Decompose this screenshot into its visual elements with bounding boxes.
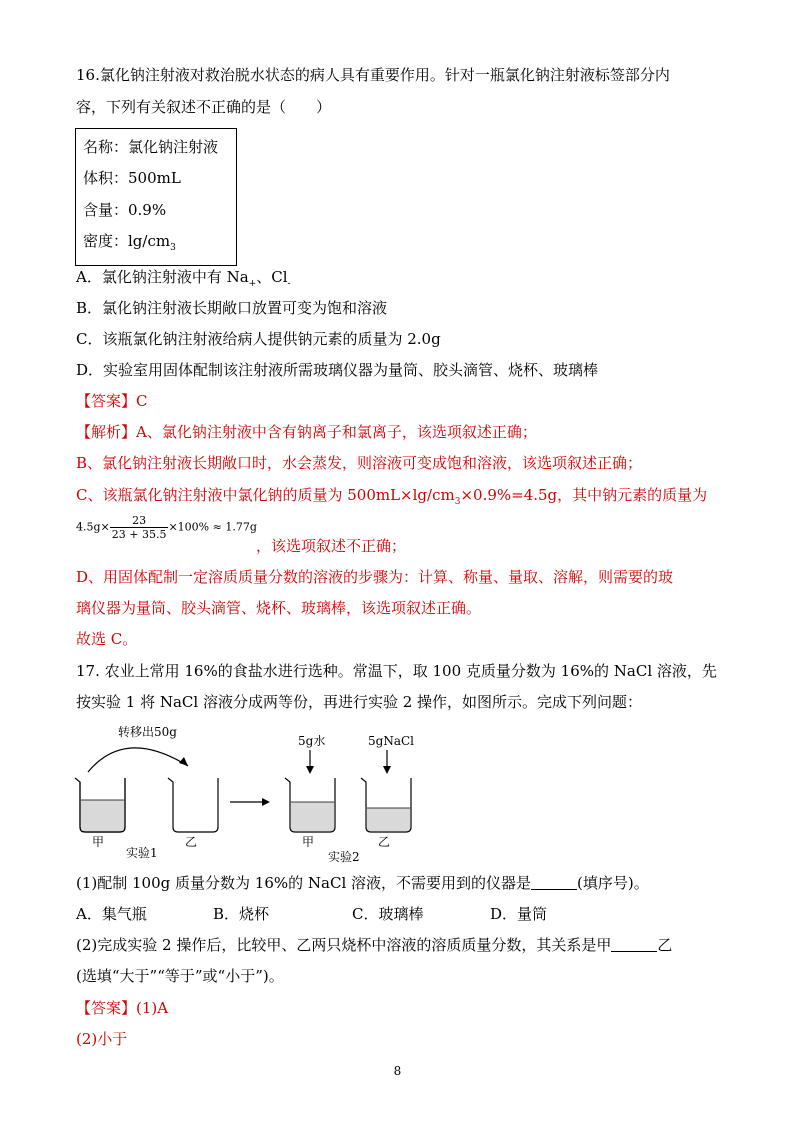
water-label: 5g水 — [298, 734, 326, 748]
q16-option-b: B．氯化钠注射液长期敞口放置可变为饱和溶液 — [76, 299, 388, 317]
water-arrow-icon — [306, 766, 314, 774]
q16-explanation-a: 【解析】A、氯化钠注射液中含有钠离子和氯离子，该选项叙述正确； — [76, 423, 537, 441]
q17-subquestion-2-choices: (选填“大于”“等于”或“小于”)。 — [76, 967, 284, 985]
label-experiment-1: 实验1 — [126, 846, 158, 860]
label-density: 密度：$\lg/cm_3$ — [83, 232, 176, 253]
transfer-arrowhead — [179, 757, 188, 766]
q16-explanation-d1: D、用固体配制一定溶质质量分数的溶液的步骤为：计算、称量、量取、溶解，则需要的玻 — [76, 568, 674, 586]
transfer-label: 转移出50g — [118, 725, 177, 739]
experiment-figure — [70, 722, 430, 867]
label-jia-exp1: 甲 — [92, 835, 105, 849]
q17-option-c: C．玻璃棒 — [352, 905, 424, 923]
q16-option-d: D．实验室用固体配制该注射液所需玻璃仪器为量筒、胶头滴管、烧杯、玻璃棒 — [76, 361, 599, 379]
beaker-yi-exp2 — [361, 778, 411, 832]
q17-answer-1: 【答案】(1)A — [76, 999, 169, 1017]
label-box — [75, 128, 237, 266]
beaker-jia-exp1 — [75, 778, 125, 832]
label-yi-exp1: 乙 — [185, 835, 198, 849]
q16-stem-line1: 16.氯化钠注射液对救治脱水状态的病人具有重要作用。针对一瓶氯化钠注射液标签部分内 — [76, 66, 670, 84]
q16-explanation-d2: 璃仪器为量筒、胶头滴管、烧杯、玻璃棒，该选项叙述正确。 — [76, 599, 482, 617]
q16-option-c: C．该瓶氯化钠注射液给病人提供钠元素的质量为 2.0g — [76, 330, 441, 348]
answer-blank-1[interactable] — [531, 875, 577, 890]
label-experiment-2: 实验2 — [328, 850, 360, 864]
label-volume: 体积：500mL — [83, 169, 181, 187]
label-yi-exp2: 乙 — [378, 835, 391, 849]
process-arrowhead — [262, 798, 270, 806]
q16-explanation-c: C、该瓶氯化钠注射液中氯化钠的质量为 $500mL\times\lg/cm_3\times 0.9\%=4.5g$，其中钠元素的质量为 — [76, 486, 708, 507]
page-number: 8 — [393, 1064, 402, 1078]
q17-option-b: B．烧杯 — [213, 905, 270, 923]
q17-subquestion-1: (1)配制 100g 质量分数为 16%的 NaCl 溶液，不需要用到的仪器是 (填序号)。 — [76, 874, 649, 892]
q16-answer: 【答案】C — [76, 392, 148, 410]
q17-answer-2: (2)小于 — [76, 1030, 128, 1048]
q17-option-a: A．集气瓶 — [76, 905, 147, 923]
beaker-jia-exp2 — [285, 778, 335, 832]
label-content: 含量：0.9% — [83, 201, 167, 219]
beaker-yi-exp1 — [168, 778, 218, 832]
q17-stem-line2: 按实验 1 将 NaCl 溶液分成两等份，再进行实验 2 操作，如图所示。完成下列问题： — [76, 693, 643, 711]
label-name: 名称：氯化钠注射液 — [83, 138, 219, 156]
q16-explanation-b: B、氯化钠注射液长期敞口时，水会蒸发，则溶液可变成饱和溶液，该选项叙述正确； — [76, 454, 643, 472]
salt-arrow-icon — [383, 766, 391, 774]
answer-blank-2[interactable] — [611, 937, 657, 952]
salt-label: 5gNaCl — [368, 734, 414, 748]
q16-formula-conclusion: ，该选项叙述不正确； — [256, 537, 407, 555]
transfer-arrow — [88, 748, 188, 772]
q16-conclusion: 故选 C。 — [76, 630, 138, 648]
label-jia-exp2: 甲 — [302, 835, 315, 849]
q16-option-a: A．氯化钠注射液中有 $Na_+$、$Cl_-$ — [76, 268, 291, 289]
q17-option-d: D．量筒 — [490, 905, 548, 923]
q17-stem-line1: 17. 农业上常用 16%的食盐水进行选种。常温下，取 100 克质量分数为 16%的 NaCl 溶液，先 — [76, 662, 717, 680]
q16-stem-line2: 容，下列有关叙述不正确的是（ ） — [76, 98, 332, 116]
q17-subquestion-2: (2)完成实验 2 操作后，比较甲、乙两只烧杯中溶液的溶质质量分数，其关系是甲 乙 — [76, 936, 673, 954]
q16-formula: 4.5g× $\frac{23}{23 + 35.5}$ ×100% ≈ 1.77g — [76, 514, 257, 541]
